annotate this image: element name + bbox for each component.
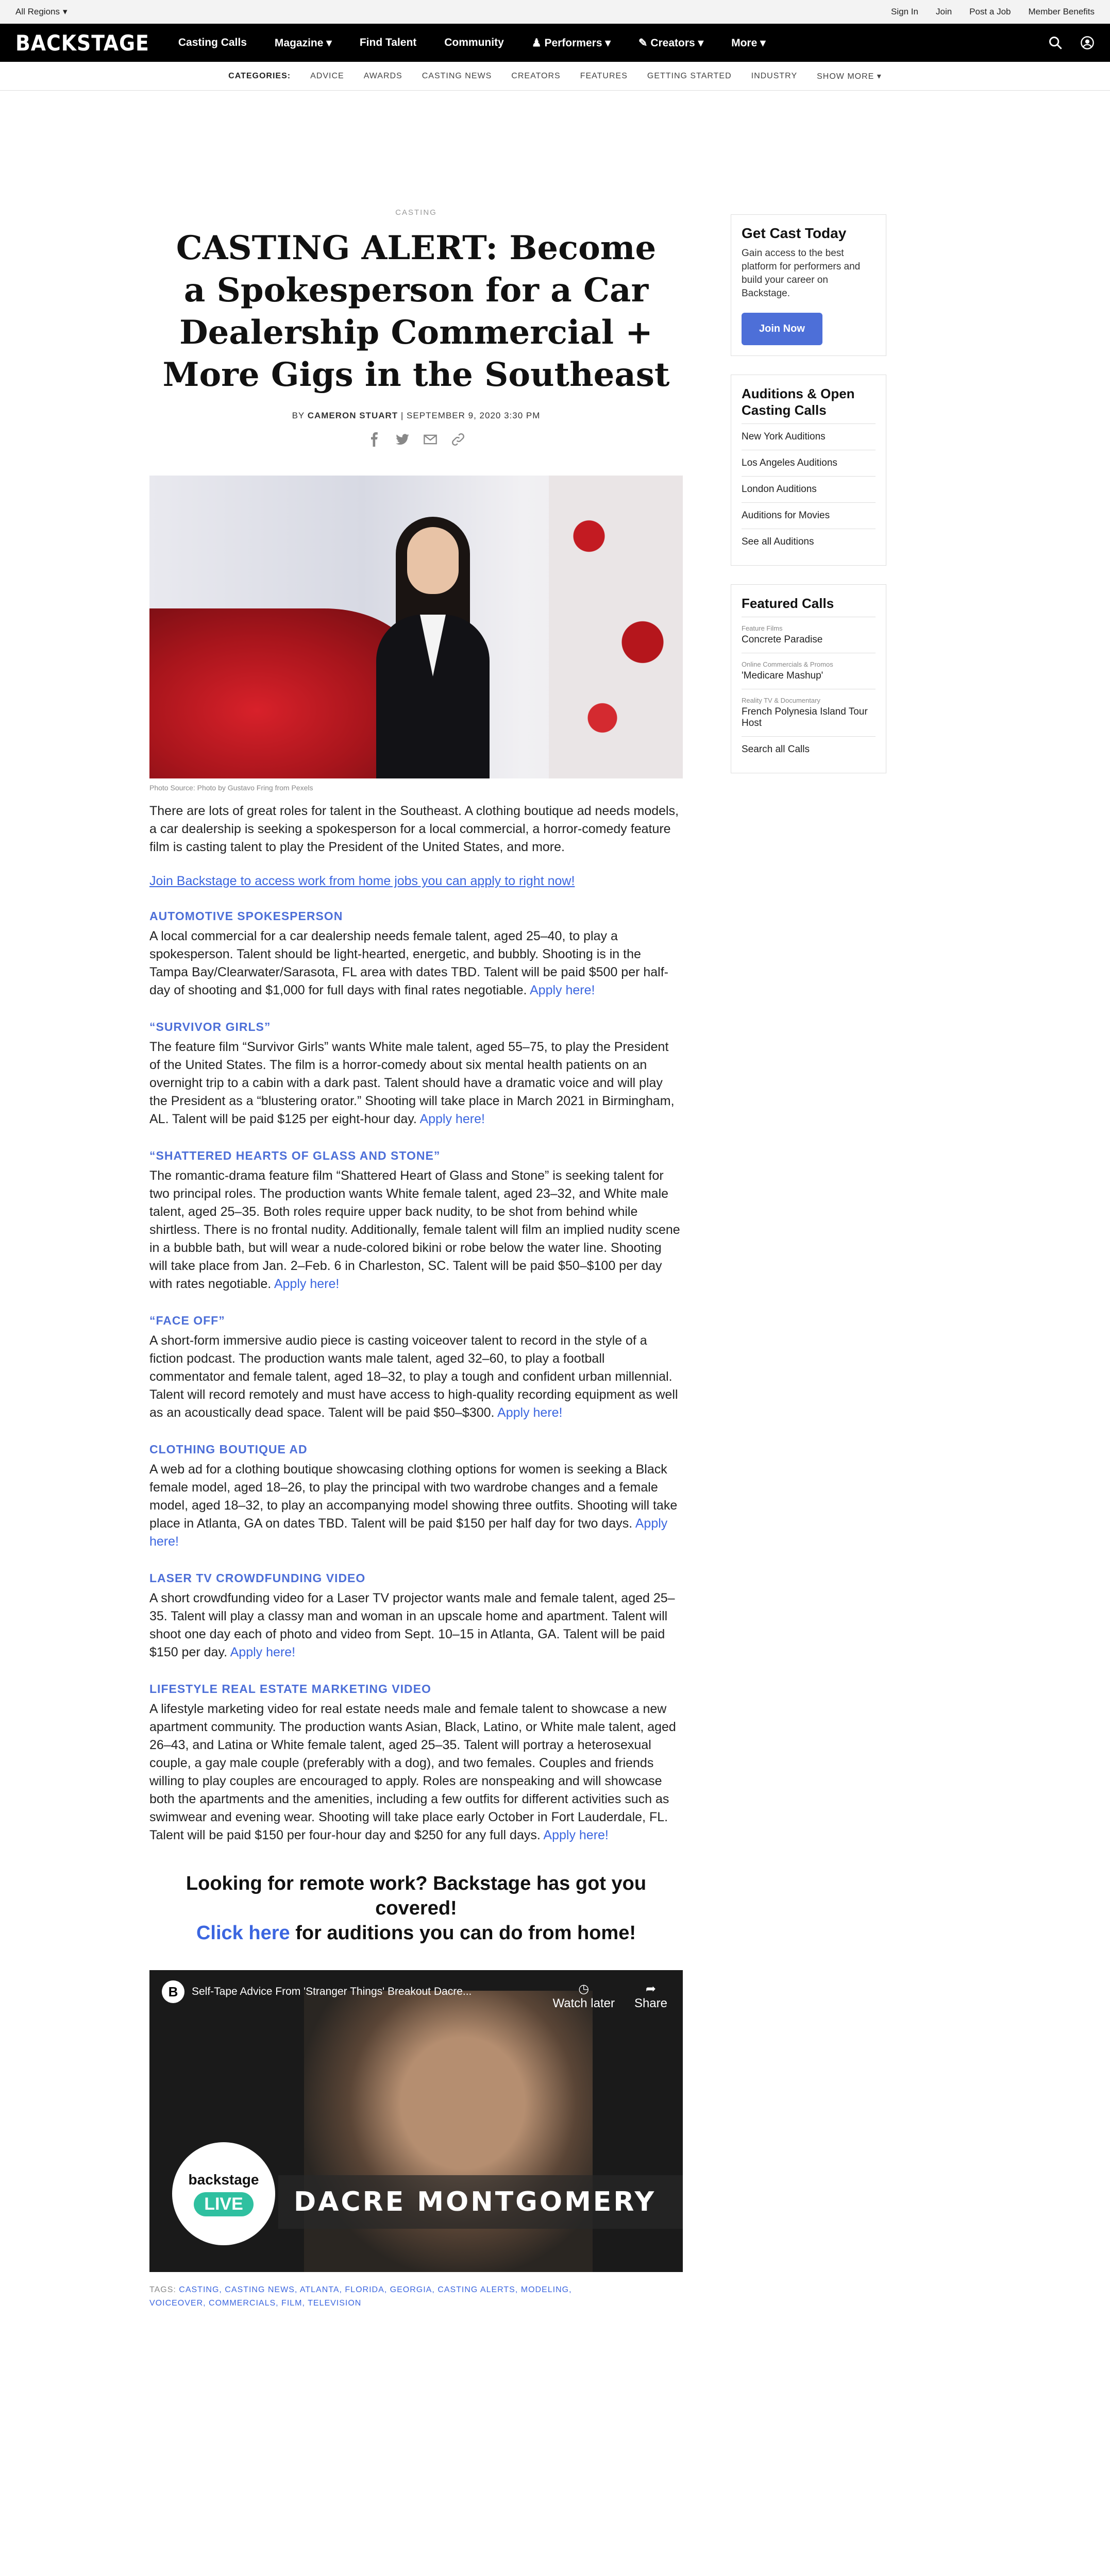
featured-call-category: Online Commercials & Promos <box>742 660 833 668</box>
categories-label: CATEGORIES: <box>228 71 291 80</box>
share-row <box>149 432 683 447</box>
apply-link[interactable]: Apply here! <box>274 1277 340 1291</box>
video-player[interactable] <box>149 1970 683 2272</box>
apply-link[interactable]: Apply here! <box>530 983 595 997</box>
tag-link[interactable]: GEORGIA <box>390 2285 432 2294</box>
category-show-more[interactable] <box>817 71 882 81</box>
featured-call-category: Reality TV & Documentary <box>742 697 820 704</box>
region-label: All Regions <box>15 7 60 16</box>
role-body <box>149 1589 683 1662</box>
category-getting-started[interactable]: GETTING STARTED <box>647 71 732 80</box>
featured-calls-title: Featured Calls <box>742 596 834 611</box>
apply-link[interactable]: Apply here! <box>230 1645 296 1659</box>
watch-later-button[interactable] <box>552 1981 614 2011</box>
category-creators[interactable]: CREATORS <box>511 71 561 80</box>
category-features[interactable]: FEATURES <box>580 71 628 80</box>
nav-magazine-label: Magazine <box>274 37 324 49</box>
article <box>149 208 683 2310</box>
category-industry[interactable]: INDUSTRY <box>751 71 798 80</box>
audition-link-london[interactable]: London Auditions <box>742 476 876 502</box>
role-text: A short-form immersive audio piece is casting voiceover talent to record in the style of a fiction podcast. The production wants male talent, aged 32–60, to play a football commentator and female talent, aged 18–32, to play a tough and confident urban millennial. Talent will record remotely and must have access to high-quality recording equipment as well as an acoustically dead space. Talent will be paid $50–$300. <box>149 1333 678 1420</box>
chevron-down-icon: ▾ <box>63 7 68 16</box>
link-share-icon[interactable] <box>451 432 465 447</box>
tag-link[interactable]: CASTING NEWS <box>225 2285 295 2294</box>
role-body <box>149 1700 683 1844</box>
nav-performers-label: Performers <box>544 37 602 49</box>
watch-later-label: Watch later <box>552 1996 615 2010</box>
get-cast-text: Gain access to the best platform for performers and build your career on Backstage. <box>742 248 861 299</box>
backstage-logo[interactable]: BACKSTAGE <box>15 30 149 56</box>
featured-call-item[interactable] <box>742 689 876 736</box>
join-link[interactable]: Join <box>935 7 952 16</box>
chevron-down-icon: ▾ <box>760 37 766 49</box>
featured-call-name: 'Medicare Mashup' <box>742 670 823 681</box>
role-title: CLOTHING BOUTIQUE AD <box>149 1443 308 1456</box>
spokesperson-figure <box>371 506 495 778</box>
role-body <box>149 1167 683 1293</box>
role-automotive-spokesperson <box>149 909 683 999</box>
role-title: LASER TV CROWDFUNDING VIDEO <box>149 1571 366 1585</box>
nav-casting-calls[interactable]: Casting Calls <box>178 36 247 48</box>
tag-link[interactable]: ATLANTA <box>299 2285 340 2294</box>
nav-community[interactable]: Community <box>444 36 504 48</box>
user-account-icon[interactable] <box>1080 36 1095 50</box>
role-clothing-boutique-ad <box>149 1443 683 1551</box>
audition-link-los-angeles[interactable]: Los Angeles Auditions <box>742 450 876 476</box>
apply-link[interactable]: Apply here! <box>497 1405 563 1420</box>
role-title: “SURVIVOR GIRLS” <box>149 1020 271 1033</box>
nav-more-label: More <box>731 37 758 49</box>
role-title: “SHATTERED HEARTS OF GLASS AND STONE” <box>149 1149 441 1162</box>
apply-link[interactable]: Apply here! <box>543 1828 609 1842</box>
featured-call-name: Concrete Paradise <box>742 634 823 645</box>
video-controls <box>552 1981 667 2011</box>
tag-link[interactable]: TELEVISION <box>308 2299 362 2308</box>
post-job-link[interactable]: Post a Job <box>969 7 1011 16</box>
role-title: AUTOMOTIVE SPOKESPERSON <box>149 909 343 923</box>
remote-line-2: for auditions you can do from home! <box>290 1922 636 1944</box>
person-icon: ♟ <box>531 37 542 49</box>
chevron-down-icon: ▾ <box>326 37 332 49</box>
member-benefits-link[interactable]: Member Benefits <box>1028 7 1095 16</box>
tag-link[interactable]: VOICEOVER <box>149 2299 204 2308</box>
search-all-calls-link[interactable]: Search all Calls <box>742 736 876 762</box>
channel-logo-icon[interactable]: B <box>162 1980 184 2003</box>
category-awards[interactable]: AWARDS <box>363 71 402 80</box>
join-backstage-link[interactable]: Join Backstage to access work from home jobs you can apply to right now! <box>149 874 575 888</box>
role-shattered-hearts <box>149 1149 683 1293</box>
video-name-band: DACRE MONTGOMERY <box>278 2175 683 2229</box>
pencil-icon: ✎ <box>638 37 648 49</box>
tag-link[interactable]: CASTING <box>179 2285 220 2294</box>
video-title[interactable]: Self-Tape Advice From 'Stranger Things' Breakout Dacre... <box>192 1986 472 1997</box>
category-advice[interactable]: ADVICE <box>310 71 344 80</box>
nav-performers[interactable] <box>532 37 611 49</box>
utility-bar <box>0 0 1110 24</box>
remote-line-1: Looking for remote work? Backstage has got you covered! <box>186 1873 647 1919</box>
tag-link[interactable]: COMMERCIALS <box>209 2299 276 2308</box>
role-laser-tv <box>149 1571 683 1662</box>
tag-link[interactable]: MODELING <box>520 2285 569 2294</box>
role-text: A local commercial for a car dealership needs female talent, aged 25–40, to play a spokesperson. Talent should be light-hearted, energetic, and bubbly. Shooting is in the Tampa Bay/Clearwater/Sarasota, FL area with dates TBD. Talent will be paid $500 per half-day of shooting and $1,000 for full days with final rates negotiable. <box>149 929 669 997</box>
chevron-down-icon: ▾ <box>698 37 704 49</box>
byline-prefix: BY <box>292 411 305 420</box>
auditions-card <box>731 375 886 566</box>
audition-link-movies[interactable]: Auditions for Movies <box>742 502 876 529</box>
search-icon[interactable] <box>1048 36 1063 50</box>
role-body <box>149 1461 683 1551</box>
role-body <box>149 927 683 999</box>
video-frame-face <box>304 1991 593 2272</box>
video-share-button[interactable] <box>634 1981 667 2011</box>
show-more-label: SHOW MORE <box>817 72 874 81</box>
audition-link-new-york[interactable]: New York Auditions <box>742 423 876 450</box>
badge-live: LIVE <box>194 2192 254 2216</box>
role-text: A short crowdfunding video for a Laser TV projector wants male and female talent, aged 25–35. Talent will play a classy man and woman in an upscale home and apartment. Talent will shoot one day each of photo and video from Sept. 10–15 in Atlanta, GA. Talent will be paid $150 per day. <box>149 1591 675 1659</box>
apply-link[interactable]: Apply here! <box>419 1112 485 1126</box>
article-intro: There are lots of great roles for talent in the Southeast. A clothing boutique ad needs models, a car dealership is seeking a spokesperson for a local commercial, a horror-comedy feature film is casting talent to play the President of the United States, and more. <box>149 804 679 854</box>
featured-calls-card <box>731 584 886 773</box>
remote-work-callout <box>149 1871 683 1945</box>
share-arrow-icon: ➦ <box>645 1982 657 1996</box>
remote-click-here-link[interactable]: Click here <box>196 1922 290 1944</box>
region-selector[interactable] <box>15 7 68 17</box>
article-tags: TAGS: CASTING, CASTING NEWS, ATLANTA, FLORIDA, GEORGIA, CASTING ALERTS, MODELING, VOICEOVER, COMMERCIALS, FILM, TELEVISION <box>149 2285 572 2308</box>
christmas-decor-shape <box>549 476 683 778</box>
auditions-title: Auditions & Open Casting Calls <box>742 386 855 418</box>
join-now-button[interactable]: Join Now <box>742 313 822 345</box>
category-bar <box>0 62 1110 91</box>
author-link[interactable]: CAMERON STUART <box>307 411 398 420</box>
role-body <box>149 1038 683 1128</box>
tag-link[interactable]: CASTING ALERTS <box>438 2285 515 2294</box>
publish-date: | SEPTEMBER 9, 2020 3:30 PM <box>400 411 541 420</box>
email-share-icon[interactable] <box>423 432 438 447</box>
sidebar <box>731 214 886 773</box>
clock-icon: ◷ <box>578 1982 590 1996</box>
featured-call-name: French Polynesia Island Tour Host <box>742 706 868 728</box>
role-real-estate-video <box>149 1682 683 1844</box>
featured-call-item[interactable] <box>742 617 876 653</box>
role-title: LIFESTYLE REAL ESTATE MARKETING VIDEO <box>149 1682 431 1696</box>
role-face-off <box>149 1314 683 1422</box>
nav-magazine[interactable] <box>275 37 332 49</box>
nav-find-talent[interactable]: Find Talent <box>359 36 417 48</box>
role-text: A web ad for a clothing boutique showcasing clothing options for women is seeking a Black female model, aged 18–26, to play the principal with two wardrobe changes and a female model, aged 18–32, to play an accompanying model showing three outfits. Shooting will take place in Atlanta, GA on dates TBD. Talent will be paid $150 per half day for two days. <box>149 1462 678 1531</box>
nav-more[interactable] <box>731 37 766 49</box>
hero-image <box>149 476 683 778</box>
article-kicker[interactable]: CASTING <box>395 208 437 217</box>
see-all-auditions-link[interactable]: See all Auditions <box>742 529 876 555</box>
featured-call-item[interactable] <box>742 653 876 689</box>
nav-creators[interactable] <box>638 37 703 49</box>
category-casting-news[interactable]: CASTING NEWS <box>422 71 492 80</box>
role-title: “FACE OFF” <box>149 1314 225 1327</box>
video-title-bar <box>162 1980 472 2003</box>
photo-caption: Photo Source: Photo by Gustavo Fring from Pexels <box>149 784 313 792</box>
role-survivor-girls <box>149 1020 683 1128</box>
get-cast-card <box>731 214 886 356</box>
backstage-live-badge <box>172 2142 275 2245</box>
twitter-share-icon[interactable] <box>395 432 410 447</box>
article-headline: CASTING ALERT: Become a Spokesperson for a Car Dealership Commercial + More Gigs in the Southeast <box>162 229 670 394</box>
role-body <box>149 1332 683 1422</box>
apply-link[interactable]: Apply here! <box>149 1516 668 1549</box>
role-text: A lifestyle marketing video for real estate needs male and female talent to showcase a new apartment community. The production wants Asian, Black, Latino, or White male talent, aged 26–43, and Latina or White female talent, aged 25–35. Talent will portray a heterosexual couple, a gay male couple (preferably with a dog), and two females. Couples and friends willing to play couples are encouraged to apply. Roles are nonspeaking and will showcase both the apartments and the amenities, including a few outfits for different activities such as swimwear and evening wear. Shooting will take place early October in Fort Lauderdale, FL. Talent will be paid $150 per four-hour day and $250 for any full days. <box>149 1702 676 1842</box>
video-share-label: Share <box>634 1996 667 2010</box>
badge-name: backstage <box>188 2171 259 2188</box>
chevron-down-icon: ▾ <box>877 72 882 81</box>
tag-link[interactable]: FILM <box>281 2299 302 2308</box>
sign-in-link[interactable]: Sign In <box>891 7 918 16</box>
get-cast-title: Get Cast Today <box>742 225 847 241</box>
main-nav <box>0 24 1110 62</box>
tag-link[interactable]: FLORIDA <box>345 2285 384 2294</box>
role-text: The feature film “Survivor Girls” wants White male talent, aged 55–75, to play the President of the United States. The film is a horror-comedy about six mental health patients on an overnight trip to a cabin with a dark past. Talent should have a dramatic voice and will play the President as a “blustering orator.” Shooting will take place in March 2021 in Birmingham, AL. Talent will be paid $125 per eight-hour day. <box>149 1040 675 1126</box>
nav-creators-label: Creators <box>650 37 695 49</box>
facebook-share-icon[interactable] <box>367 432 382 447</box>
tags-label: TAGS: <box>149 2285 176 2294</box>
role-text: The romantic-drama feature film “Shattered Heart of Glass and Stone” is seeking talent for two principal roles. The production wants White female talent, aged 23–32, and White male talent, aged 25–35. Both roles require upper back nudity, to be shot from behind while shirtless. There is no frontal nudity. Additionally, female talent will film an implied nudity scene in a bubble bath, but will wear a nude-colored bikini or robe below the water line. Shooting will take place from Jan. 2–Feb. 6 in Charleston, SC. Talent will be paid $50–$100 per day with rates negotiable. <box>149 1168 680 1291</box>
featured-call-category: Feature Films <box>742 624 783 632</box>
chevron-down-icon: ▾ <box>605 37 611 49</box>
byline <box>149 411 683 421</box>
